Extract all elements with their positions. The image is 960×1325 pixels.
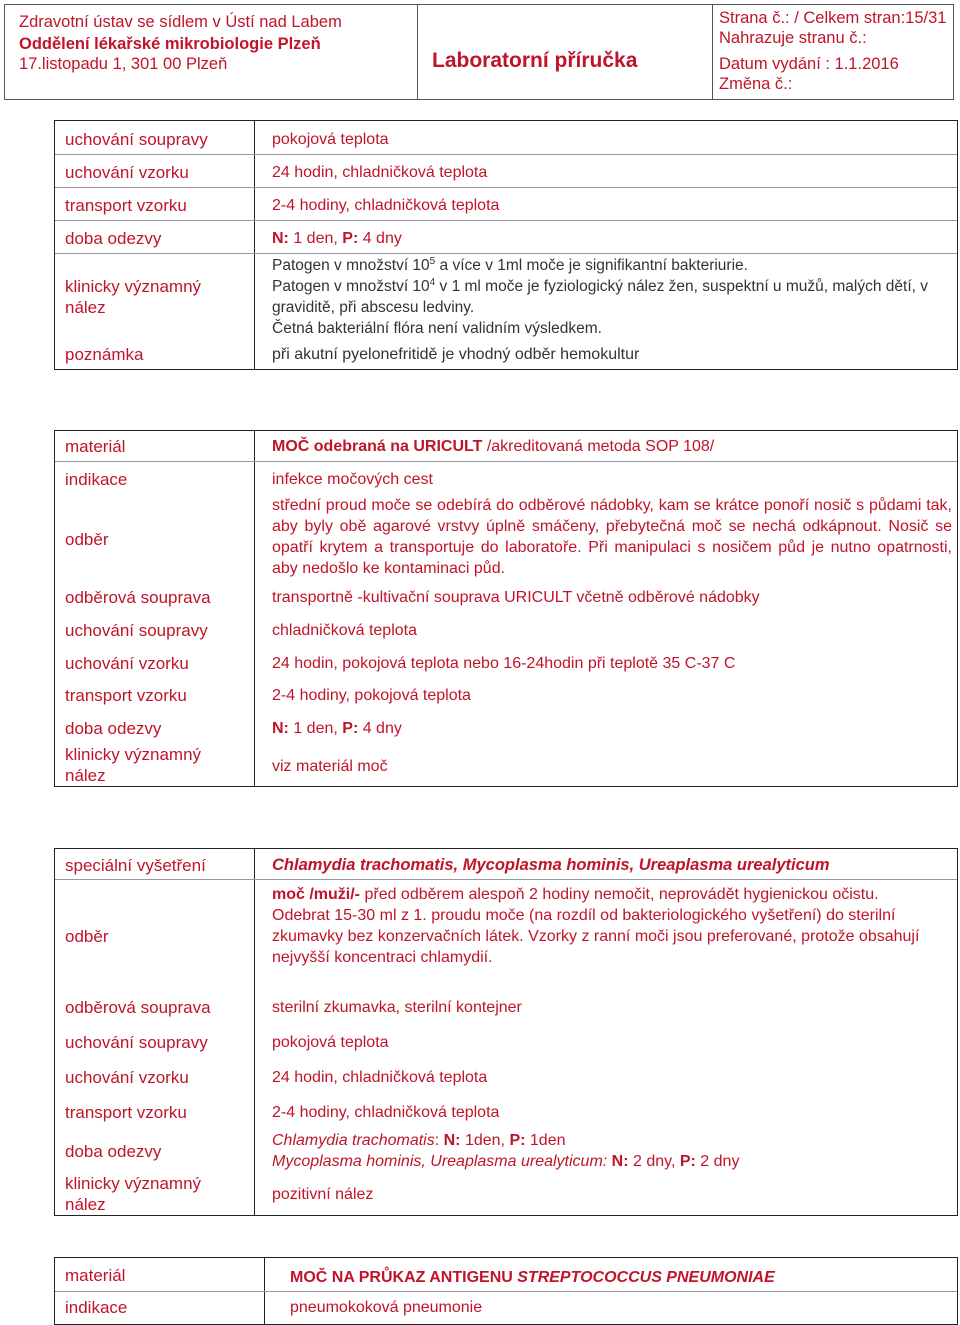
page-info: Strana č.: / Celkem stran:15/31	[719, 9, 947, 27]
response-label: doba odezvy	[65, 1142, 162, 1161]
clinical-value: pozitivní nález	[272, 1186, 374, 1203]
row-separator	[55, 187, 957, 188]
row-label: doba odezvy	[65, 229, 162, 248]
text: :	[434, 1132, 444, 1149]
replaces-page: Nahrazuje stranu č.:	[719, 29, 867, 47]
transport-label: transport vzorku	[65, 1103, 187, 1122]
address: 17.listopadu 1, 301 00 Plzeň	[19, 55, 228, 73]
material-text: MOČ NA PRŮKAZ ANTIGENU	[290, 1269, 518, 1286]
collection-label: odběr	[65, 927, 109, 946]
clinical-value: viz materiál moč	[272, 758, 388, 775]
text: 2 dny	[695, 1153, 740, 1170]
note-value: při akutní pyelonefritidě je vhodný odběr hemokultur	[272, 346, 640, 363]
priority-label: P:	[342, 230, 359, 247]
normal-label: N:	[272, 720, 289, 737]
text: 1den	[525, 1132, 566, 1149]
exponent: 5	[429, 255, 436, 267]
transport-value: 2-4 hodiny, chladničková teplota	[272, 1104, 500, 1121]
material-value	[290, 1267, 775, 1288]
row-separator	[55, 154, 957, 155]
row-separator	[55, 253, 957, 254]
row-separator	[55, 879, 957, 880]
kit-value: transportně -kultivační souprava URICULT včetně odběrové nádobky	[272, 589, 760, 606]
row-label: transport vzorku	[65, 196, 187, 215]
row-label: uchování vzorku	[65, 163, 189, 182]
response-value	[272, 1130, 739, 1172]
collection-label: odběr	[65, 530, 109, 549]
row-separator	[55, 1291, 957, 1292]
response-label: doba odezvy	[65, 719, 162, 738]
clinical-value	[272, 255, 942, 339]
clinical-line-3: Četná bakteriální flóra není validním výsledkem.	[272, 320, 602, 337]
sample-storage-label: uchování vzorku	[65, 654, 189, 673]
special-exam-label: speciální vyšetření	[65, 856, 206, 875]
header-title-cell	[418, 5, 713, 99]
exponent: 4	[429, 276, 436, 288]
response-value	[272, 718, 402, 739]
note-label: poznámka	[65, 345, 144, 364]
row-value: 2-4 hodiny, chladničková teplota	[272, 197, 500, 214]
table-uricult	[54, 430, 958, 787]
response-line-1	[272, 1130, 739, 1151]
normal-text: 1 den,	[288, 230, 343, 247]
sample-storage-value: 24 hodin, chladničková teplota	[272, 1069, 488, 1086]
material-label: materiál	[65, 437, 126, 456]
sample-storage-label: uchování vzorku	[65, 1068, 189, 1087]
organism-name: Mycoplasma hominis, Ureaplasma urealyticum:	[272, 1153, 608, 1170]
row-separator	[55, 220, 957, 221]
institute-name: Zdravotní ústav se sídlem v Ústí nad Labem	[19, 13, 342, 31]
collection-instructions: před odběrem alespoň 2 hodiny nemočit, neprovádět hygienickou očistu. Odebrat 15-30 ml z 1. proudu moče (na rozdíl od bakteriologického vyšetření) do sterilní zkumavky bez konzervačních látek. Vzorky z ranní moči jsou preferované, protože obsahují nejvyšší koncentraci chlamydií.	[272, 886, 920, 966]
response-time-value	[272, 228, 402, 249]
row-separator	[55, 461, 957, 462]
table-chlamydia	[54, 848, 958, 1216]
priority-text: 4 dny	[358, 230, 402, 247]
kit-storage-label: uchování soupravy	[65, 621, 208, 640]
priority-text: 4 dny	[358, 720, 402, 737]
material-name: MOČ odebraná na URICULT	[272, 438, 483, 455]
text: a více v 1ml moče je signifikantní bakteriurie.	[435, 257, 748, 274]
collection-material: moč /muži/-	[272, 886, 361, 903]
change-number: Změna č.:	[719, 75, 793, 93]
header-institution-cell	[5, 5, 418, 99]
clinical-label: klinicky významný nález	[65, 745, 202, 785]
text: v 1 ml moče je fyziologický nález žen, suspektní u mužů, malých dětí, v graviditě, při abscesu ledviny.	[272, 278, 928, 316]
transport-value: 2-4 hodiny, pokojová teplota	[272, 687, 471, 704]
column-divider	[254, 121, 255, 369]
normal-label: N:	[443, 1132, 461, 1149]
indication-label: indikace	[65, 470, 128, 489]
kit-storage-value: pokojová teplota	[272, 1034, 389, 1051]
organism-name: STREPTOCOCCUS PNEUMONIAE	[517, 1269, 775, 1286]
kit-label: odběrová souprava	[65, 588, 211, 607]
row-value: pokojová teplota	[272, 131, 389, 148]
clinical-label: klinicky významný nález	[65, 1174, 202, 1214]
material-note: /akreditovaná metoda SOP 108/	[482, 438, 715, 455]
row-label: uchování soupravy	[65, 130, 208, 149]
text: 2 dny,	[628, 1153, 680, 1170]
response-line-2	[272, 1151, 739, 1172]
header-meta-cell	[713, 5, 953, 99]
column-divider	[254, 849, 255, 1215]
transport-label: transport vzorku	[65, 686, 187, 705]
table-urine-culture-continued	[54, 120, 958, 370]
clinical-line-2	[272, 276, 942, 318]
material-value	[272, 436, 714, 457]
document-header	[4, 4, 954, 100]
kit-storage-value: chladničková teplota	[272, 622, 417, 639]
clinical-line-1	[272, 255, 942, 276]
row-value: 24 hodin, chladničková teplota	[272, 164, 488, 181]
priority-label: P:	[679, 1153, 696, 1170]
collection-value: střední proud moče se odebírá do odběrové nádobky, kam se krátce ponoří nosič s půdami tak, aby byly obě agarové vrstvy úplně smáčeny, přebytečná moč se nechá odkápnout. Nosič se opatří krytem a transportuje do laboratoře. Při manipulaci s nosičem půd je nutno opatrnosti, aby nedošlo ke kontaminaci půd.	[272, 497, 952, 577]
indication-value: infekce močových cest	[272, 471, 433, 488]
priority-label: P:	[342, 720, 359, 737]
document-title: Laboratorní příručka	[432, 49, 638, 72]
clinical-label: klinicky významný nález	[65, 277, 202, 317]
indication-label: indikace	[65, 1298, 128, 1317]
kit-storage-label: uchování soupravy	[65, 1033, 208, 1052]
kit-label: odběrová souprava	[65, 998, 211, 1017]
normal-label: N:	[272, 230, 289, 247]
column-divider	[254, 431, 255, 786]
normal-label: N:	[607, 1153, 629, 1170]
material-label: materiál	[65, 1266, 126, 1285]
priority-label: P:	[509, 1132, 526, 1149]
kit-value: sterilní zkumavka, sterilní kontejner	[272, 999, 522, 1016]
department-name: Oddělení lékařské mikrobiologie Plzeň	[19, 35, 321, 53]
sample-storage-value: 24 hodin, pokojová teplota nebo 16-24hodin při teplotě 35 C-37 C	[272, 655, 736, 672]
issue-date: Datum vydání : 1.1.2016	[719, 55, 899, 73]
normal-text: 1 den,	[288, 720, 343, 737]
table-pneumococcal-antigen	[54, 1257, 958, 1325]
organism-name: Chlamydia trachomatis	[272, 1132, 435, 1149]
text: 1den,	[460, 1132, 510, 1149]
text: Patogen v množství 10	[272, 278, 430, 295]
text: Patogen v množství 10	[272, 257, 430, 274]
indication-value: pneumokoková pneumonie	[290, 1299, 483, 1316]
collection-value	[272, 884, 932, 968]
special-exam-value: Chlamydia trachomatis, Mycoplasma hominis, Ureaplasma urealyticum	[272, 856, 830, 874]
